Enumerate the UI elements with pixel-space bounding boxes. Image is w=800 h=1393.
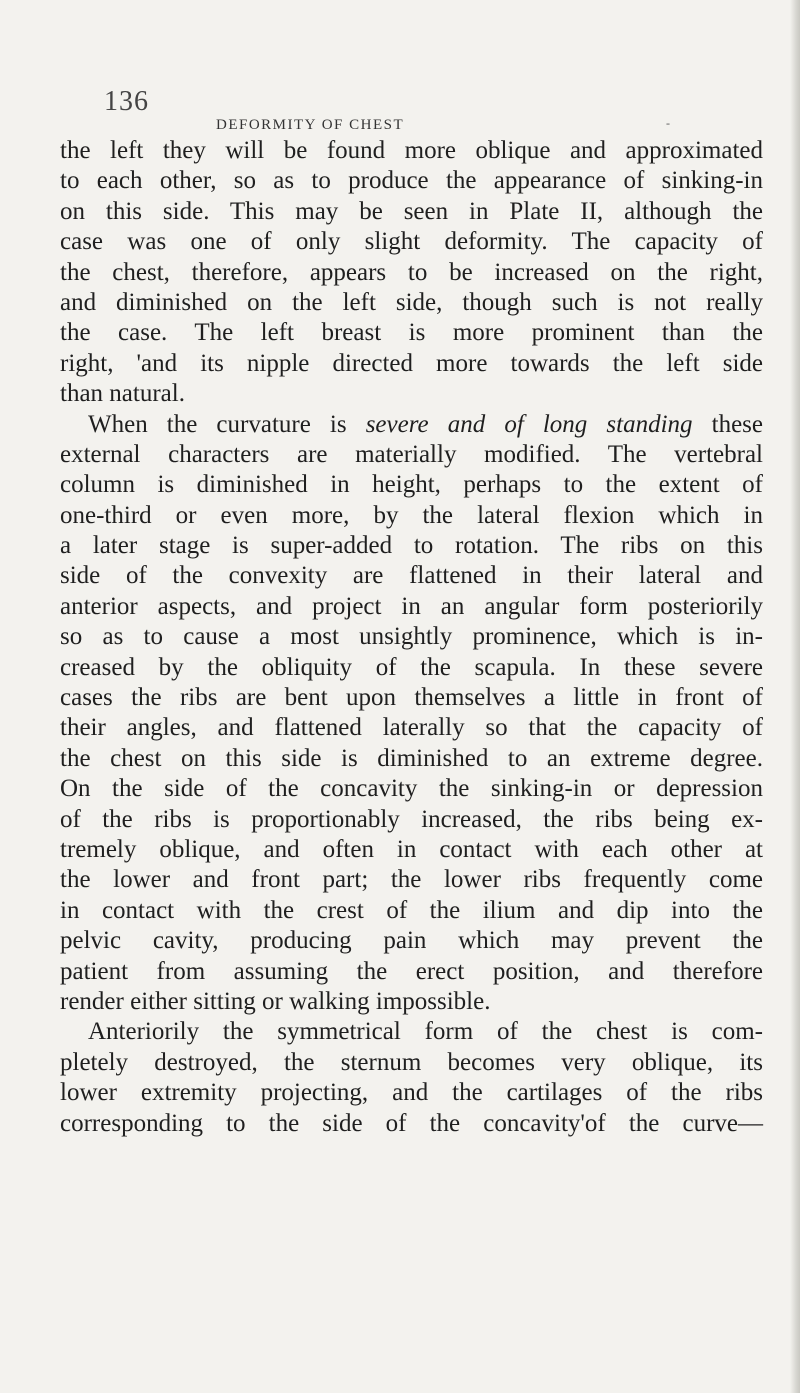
text-line: pelvic cavity, producing pain which may prevent the — [60, 927, 763, 955]
header-mark: - — [666, 116, 670, 130]
italic-text-run: severe and of long standing — [365, 410, 693, 438]
text-line: of the ribs is proportionably increased, the ribs being ex- — [60, 805, 763, 833]
text-line: external characters are materially modified. The vertebral — [60, 440, 763, 468]
text-line: so as to cause a most unsightly prominence, which is in- — [60, 623, 763, 651]
page-number: 136 — [104, 86, 149, 117]
text-line: one-third or even more, by the lateral flexion which in — [60, 501, 763, 529]
text-line: cases the ribs are bent upon themselves a little in front of — [60, 684, 763, 712]
text-line: corresponding to the side of the concavity'of the curve— — [60, 1109, 763, 1137]
page-edge-shadow — [790, 0, 800, 1393]
text-line: the chest, therefore, appears to be increased on the right, — [60, 258, 763, 286]
text-line: creased by the obliquity of the scapula. In these severe — [60, 653, 763, 681]
running-title: DEFORMITY OF CHEST — [216, 117, 405, 133]
text-line: in contact with the crest of the ilium and dip into the — [60, 896, 763, 924]
text-line: to each other, so as to produce the appearance of sinking-in — [60, 167, 763, 195]
text-line: column is diminished in height, perhaps to the extent of — [60, 471, 763, 499]
text-line: pletely destroyed, the sternum becomes very oblique, its — [60, 1048, 763, 1076]
text-line: tremely oblique, and often in contact with each other at — [60, 835, 763, 863]
text-line: than natural. — [60, 380, 185, 408]
text-line: case was one of only slight deformity. The capacity of — [60, 228, 763, 256]
text-line: and diminished on the left side, though such is not really — [60, 288, 763, 316]
text-line: a later stage is super-added to rotation. The ribs on this — [60, 532, 763, 560]
text-line: Anteriorily the symmetrical form of the chest is com- — [88, 1018, 763, 1046]
body-text — [60, 136, 763, 1139]
text-line: right, 'and its nipple directed more towards the left side — [60, 349, 763, 377]
text-line: side of the convexity are flattened in their lateral and — [60, 562, 763, 590]
text-line: patient from assuming the erect position, and therefore — [60, 957, 763, 985]
page-header — [104, 86, 724, 133]
text-line: the case. The left breast is more prominent than the — [60, 319, 763, 347]
text-line: On the side of the concavity the sinking-in or depression — [60, 775, 763, 803]
text-line: the chest on this side is diminished to an extreme degree. — [60, 744, 763, 772]
text-line: their angles, and flattened laterally so that the capacity of — [60, 714, 763, 742]
text-line: render either sitting or walking impossible. — [60, 987, 491, 1015]
text-line: lower extremity projecting, and the cartilages of the ribs — [60, 1079, 763, 1107]
text-run: these — [692, 410, 763, 438]
text-line — [60, 410, 763, 440]
text-line: the left they will be found more oblique and approximated — [60, 137, 763, 164]
text-line: on this side. This may be seen in Plate II, although the — [60, 197, 763, 225]
text-run: When the curvature is — [88, 410, 366, 438]
text-line: anterior aspects, and project in an angular form posteriorily — [60, 592, 763, 620]
text-line: the lower and front part; the lower ribs frequently come — [60, 866, 763, 894]
